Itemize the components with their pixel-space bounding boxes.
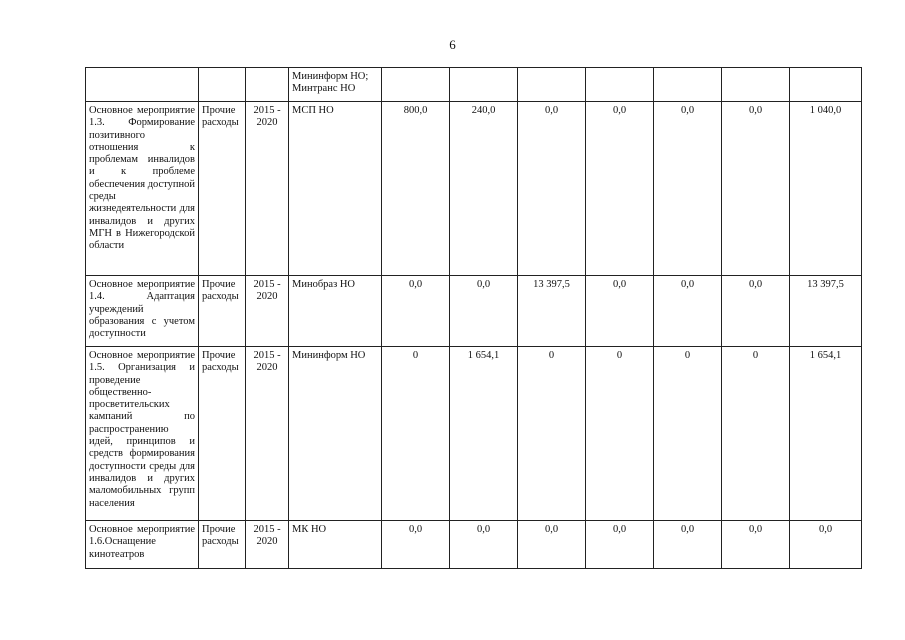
value-cell: 0 [586,347,654,521]
value-cell: 0,0 [722,521,790,569]
measure-name [86,68,199,102]
value-cell: 0 [518,347,586,521]
executor: МК НО [289,521,382,569]
value-cell: 0,0 [382,521,450,569]
table-row [86,102,862,276]
budget-table [85,67,862,569]
expense-type: Прочие расходы [199,521,246,569]
value-cell: 0,0 [586,276,654,347]
total-cell [790,68,862,102]
page-number: 6 [449,37,456,52]
value-cell: 1 654,1 [450,347,518,521]
executor: Минобраз НО [289,276,382,347]
period: 2015 - 2020 [246,102,289,276]
value-cell: 0 [722,347,790,521]
period: 2015 - 2020 [246,347,289,521]
value-cell: 0,0 [382,276,450,347]
value-cell: 0,0 [518,102,586,276]
expense-type: Прочие расходы [199,102,246,276]
total-cell: 1 040,0 [790,102,862,276]
value-cell: 800,0 [382,102,450,276]
value-cell: 0 [654,347,722,521]
value-cell [518,68,586,102]
value-cell: 0,0 [586,521,654,569]
period [246,68,289,102]
value-cell: 0,0 [450,521,518,569]
value-cell: 0,0 [518,521,586,569]
total-cell: 1 654,1 [790,347,862,521]
expense-type [199,68,246,102]
executor: МСП НО [289,102,382,276]
total-cell: 0,0 [790,521,862,569]
measure-name: Основное мероприятие 1.4. Адаптация учреждений образования с учетом доступности [86,276,199,347]
value-cell: 13 397,5 [518,276,586,347]
table-row [86,347,862,521]
period: 2015 - 2020 [246,521,289,569]
measure-name: Основное мероприятие 1.6.Оснащение кинотеатров [86,521,199,569]
value-cell [450,68,518,102]
expense-type: Прочие расходы [199,276,246,347]
table-row [86,68,862,102]
measure-name: Основное мероприятие 1.5. Организация и проведение общественно-просветительских кампаний по распространению идей, принципов и средств формирования доступности среды для инвалидов и других маломобильных групп населения [86,347,199,521]
value-cell: 0,0 [722,102,790,276]
table-row [86,276,862,347]
value-cell: 0,0 [586,102,654,276]
expense-type: Прочие расходы [199,347,246,521]
period: 2015 - 2020 [246,276,289,347]
value-cell [722,68,790,102]
table-row [86,521,862,569]
executor: Мининформ НО; Минтранс НО [289,68,382,102]
measure-name: Основное мероприятие 1.3. Формирование позитивного отношения к проблемам инвалидов и к проблеме обеспечения доступной среды жизнедеятельности для инвалидов и других МГН в Нижегородской области [86,102,199,276]
value-cell [586,68,654,102]
value-cell: 0,0 [654,102,722,276]
value-cell: 0,0 [654,276,722,347]
value-cell [654,68,722,102]
value-cell: 0,0 [654,521,722,569]
value-cell: 0,0 [450,276,518,347]
executor: Мининформ НО [289,347,382,521]
total-cell: 13 397,5 [790,276,862,347]
value-cell: 240,0 [450,102,518,276]
value-cell: 0 [382,347,450,521]
value-cell [382,68,450,102]
value-cell: 0,0 [722,276,790,347]
